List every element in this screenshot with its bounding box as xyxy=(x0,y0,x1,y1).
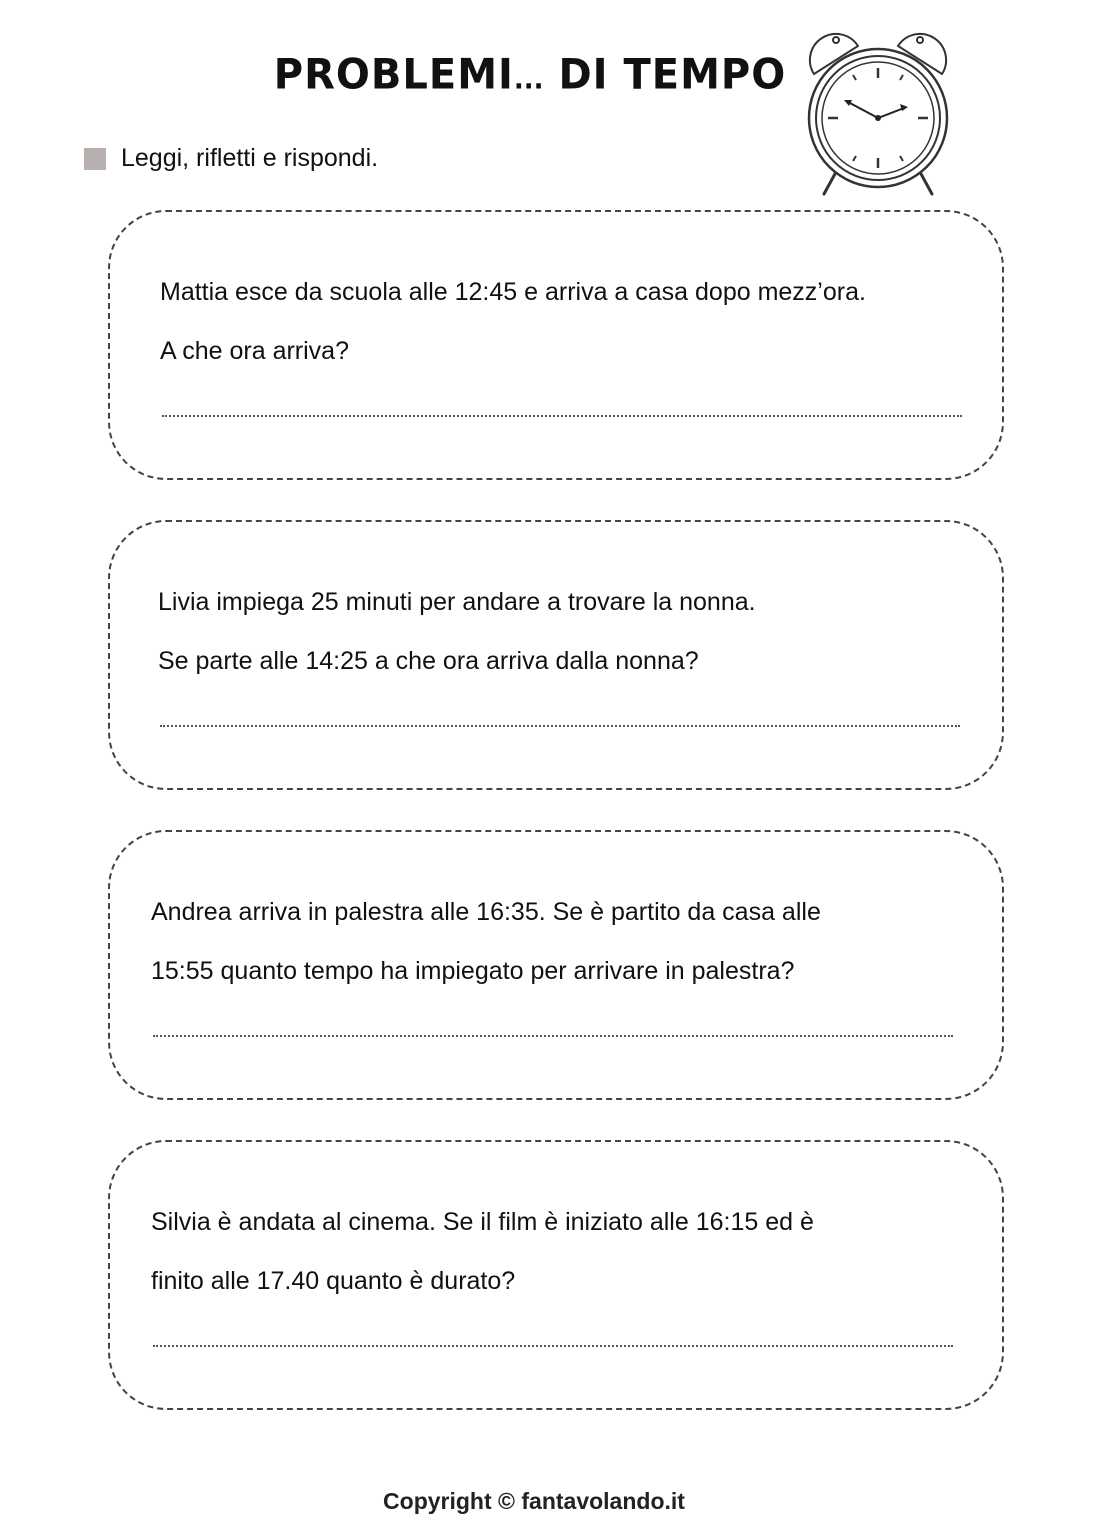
problem-4-line-1: Silvia è andata al cinema. Se il film è iniziato alle 16:15 ed è xyxy=(151,1208,814,1236)
problem-box-3 xyxy=(108,830,1004,1100)
copyright-footer: Copyright © fantavolando.it xyxy=(383,1488,685,1514)
problem-3-line-1: Andrea arriva in palestra alle 16:35. Se è partito da casa alle xyxy=(151,898,821,926)
title-main: PROBLEMI xyxy=(273,50,514,100)
problem-4-answer-line[interactable] xyxy=(153,1345,953,1347)
bullet-square-icon xyxy=(84,148,106,170)
title-dots: ... xyxy=(513,64,544,96)
problem-4-line-2: finito alle 17.40 quanto è durato? xyxy=(151,1267,516,1295)
problem-box-4 xyxy=(108,1140,1004,1410)
problem-2-line-2: Se parte alle 14:25 a che ora arriva dalla nonna? xyxy=(158,647,699,675)
problem-box-2 xyxy=(108,520,1004,790)
problem-3-line-2: 15:55 quanto tempo ha impiegato per arrivare in palestra? xyxy=(151,957,795,985)
instruction-text: Leggi, rifletti e rispondi. xyxy=(121,144,379,172)
problem-2-line-1: Livia impiega 25 minuti per andare a trovare la nonna. xyxy=(158,588,756,616)
alarm-clock-icon xyxy=(796,30,960,200)
problem-3-answer-line[interactable] xyxy=(153,1035,953,1037)
title-suffix: DI TEMPO xyxy=(558,50,787,100)
problem-box-1 xyxy=(108,210,1004,480)
problem-1-line-2: A che ora arriva? xyxy=(160,337,349,365)
problem-1-answer-line[interactable] xyxy=(162,415,962,417)
problem-2-answer-line[interactable] xyxy=(160,725,960,727)
problem-1-line-1: Mattia esce da scuola alle 12:45 e arriva a casa dopo mezz’ora. xyxy=(160,278,866,306)
instruction xyxy=(84,144,378,173)
